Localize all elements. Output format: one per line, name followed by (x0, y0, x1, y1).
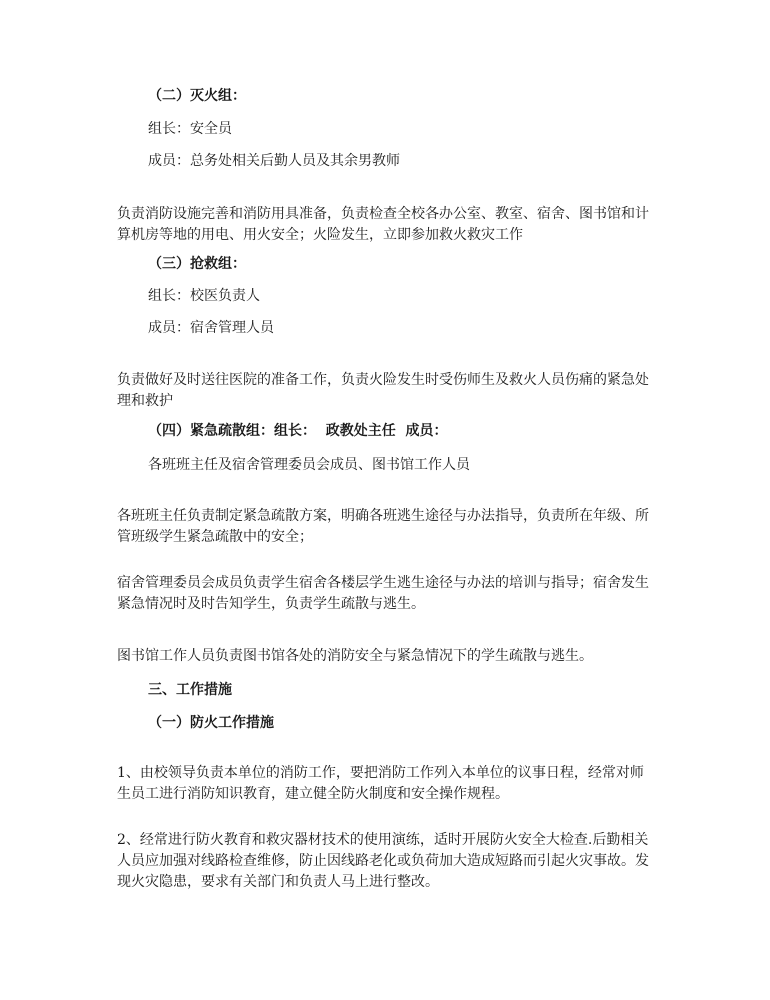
fire-fighting-duty: 负责消防设施完善和消防用具准备，负责检查全校各办公室、教室、宿舍、图书馆和计算机房等地的用电、用火安全；火险发生，立即参加救火救灾工作 (117, 206, 649, 243)
fire-fighting-leader: 组长：安全员 (148, 121, 232, 137)
measure-item-1: 1、由校领导负责本单位的消防工作，要把消防工作列入本单位的议事日程，经常对师生员工进行消防知识教育，建立健全防火制度和安全操作规程。 (117, 765, 644, 802)
evacuation-members: 各班班主任及宿舍管理委员会成员、图书馆工作人员 (148, 457, 470, 473)
part-heading-work-measures: 三、工作措施 (148, 682, 232, 698)
fire-fighting-members: 成员：总务处相关后勤人员及其余男教师 (148, 153, 400, 169)
evacuation-duty-dormitory: 宿舍管理委员会成员负责学生宿舍各楼层学生逃生途径与办法的培训与指导；宿舍发生紧急情况时及时告知学生，负责学生疏散与逃生。 (117, 575, 649, 612)
measure-item-2: 2、经常进行防火教育和救灾器材技术的使用演练，适时开展防火安全大检查.后勤相关人员应加强对线路检查维修，防止因线路老化或负荷加大造成短路而引起火灾事故。发现火灾隐患，要求有关部门和负责人马上进行整改。 (117, 832, 649, 890)
section-heading-rescue: （三）抢救组： (148, 256, 246, 272)
section-heading-evacuation: （四）紧急疏散组：组长： 政教处主任 成员： (148, 423, 448, 439)
section-heading-fire-fighting: （二）灭火组： (148, 88, 246, 104)
rescue-duty: 负责做好及时送往医院的准备工作，负责火险发生时受伤师生及救火人员伤痛的紧急处理和救护 (117, 372, 649, 409)
subheading-fire-prevention: （一）防火工作措施 (148, 715, 274, 731)
evacuation-duty-library: 图书馆工作人员负责图书馆各处的消防安全与紧急情况下的学生疏散与逃生。 (117, 648, 593, 664)
rescue-members: 成员：宿舍管理人员 (148, 320, 274, 336)
evacuation-duty-class-teachers: 各班班主任负责制定紧急疏散方案，明确各班逃生途径与办法指导，负责所在年级、所管班级学生紧急疏散中的安全； (117, 508, 649, 545)
rescue-leader: 组长：校医负责人 (148, 288, 260, 304)
